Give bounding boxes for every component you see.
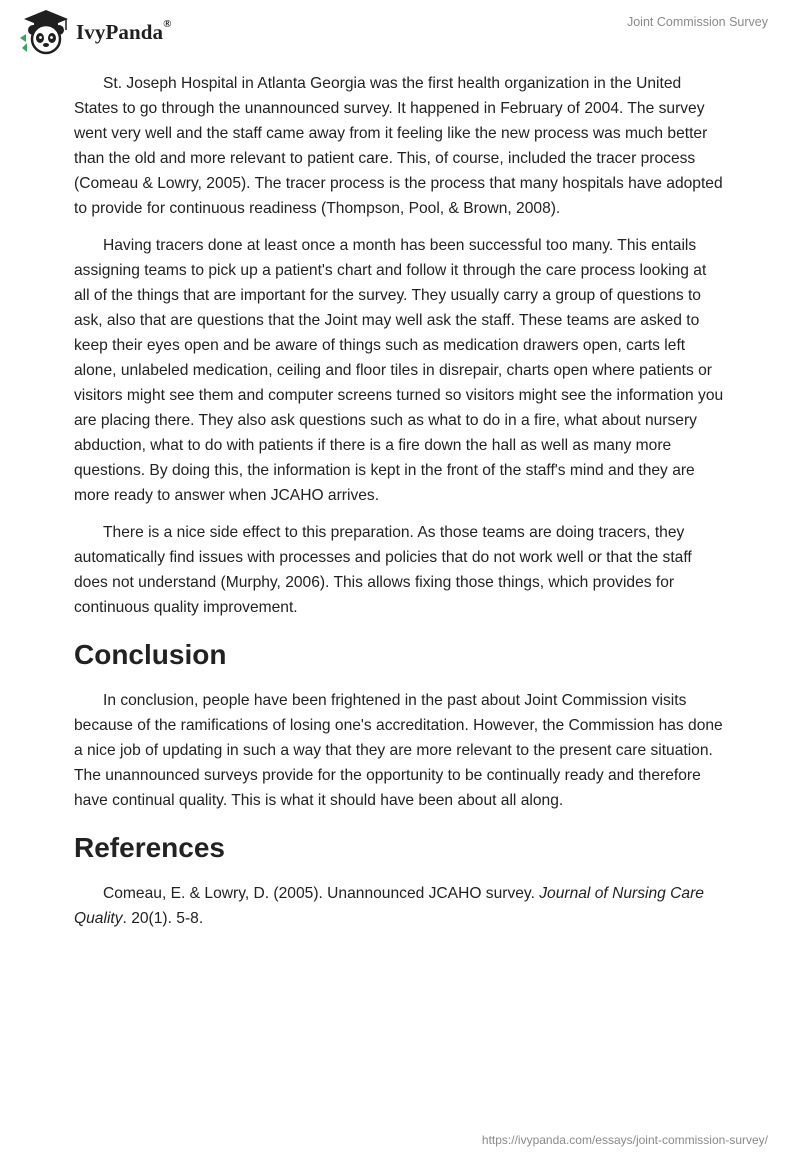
references-heading: References	[74, 832, 225, 863]
panda-graduate-icon	[16, 8, 72, 56]
source-url[interactable]: https://ivypanda.com/essays/joint-commission-survey/	[481, 1133, 768, 1147]
paragraph: There is a nice side effect to this preparation. As those teams are doing tracers, they automatically find issues with processes and policies that do not work well or that the staff does not understand (Murphy, 2006). This allows fixing those things, which provides for continuous quality improvement.	[74, 524, 692, 616]
reference-entry: Comeau, E. & Lowry, D. (2005). Unannounced JCAHO survey. Journal of Nursing Care Quality. 20(1). 5-8.	[74, 885, 704, 927]
paragraph: Having tracers done at least once a month has been successful too many. This entails assigning teams to pick up a patient's chart and follow it through the care process looking at all of the things that are important for the survey. They usually carry a group of questions to ask, also that are questions that the Joint may well ask the staff. These teams are asked to keep their eyes open and be aware of things such as medication drawers open, carts left alone, unlabeled medication, ceiling and floor tiles in disrepair, charts open where patients or visitors might see them and computer screens turned so visitors might see the information you are placing there. They also ask questions such as what to do in a fire, what about nursery abduction, what to do with patients if there is a fire down the hall as well as many more questions. By doing this, the information is kept in the front of the staff's mind and they are more ready to answer when JCAHO arrives.	[74, 237, 724, 504]
journal-title: Journal of Nursing Care Quality	[74, 885, 704, 927]
essay-body	[74, 71, 724, 943]
brand-name: IvyPanda®	[76, 17, 172, 44]
running-title: Joint Commission Survey	[626, 15, 768, 29]
paragraph: St. Joseph Hospital in Atlanta Georgia was the first health organization in the United States to go through the unannounced survey. It happened in February of 2004. The survey went very well and the staff came away from it feeling like the new process was much better than the old and more relevant to patient care. This, of course, included the tracer process (Comeau & Lowry, 2005). The tracer process is the process that many hospitals have adopted to provide for continuous readiness (Thompson, Pool, & Brown, 2008).	[74, 75, 723, 217]
conclusion-heading: Conclusion	[74, 639, 227, 670]
conclusion-paragraph: In conclusion, people have been frightened in the past about Joint Commission visits because of the ramifications of losing one's accreditation. However, the Commission has done a nice job of updating in such a way that they are more relevant to the present care situation. The unannounced surveys provide for the opportunity to be continually ready and therefore have continual quality. This is what it should have been about all along.	[74, 692, 723, 809]
brand-logo[interactable]	[16, 8, 172, 56]
registered-mark: ®	[163, 17, 172, 30]
